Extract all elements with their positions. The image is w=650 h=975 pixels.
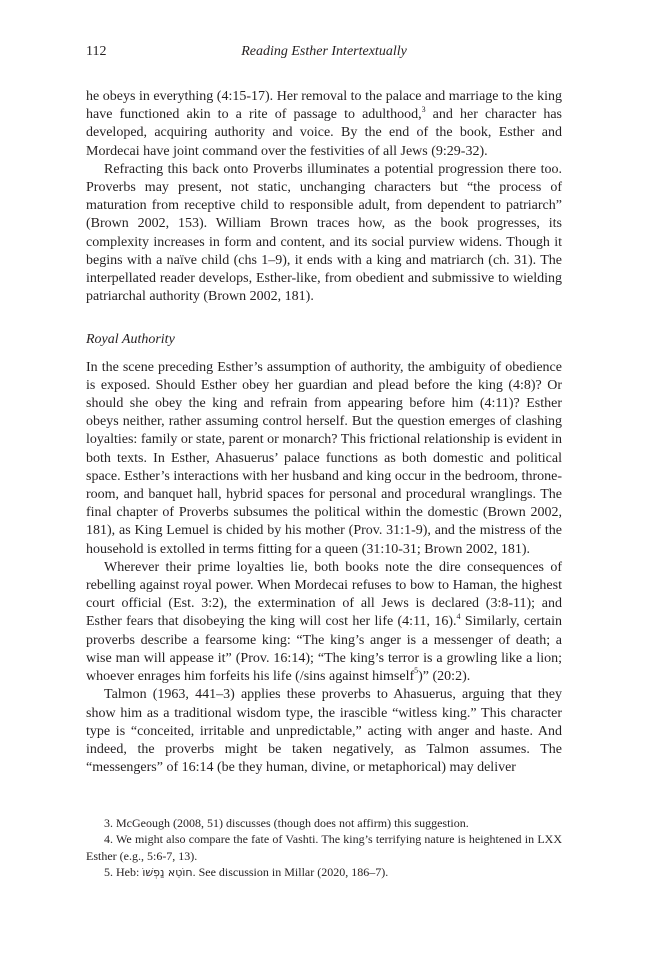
paragraph-4: Wherever their prime loyalties lie, both books note the dire consequences of rebelling against royal power. When Mordecai refuses to bow to Haman, the highest court official (Est. 3:2), the extermination of all Jews is declared (3:8-11); and Esther fears that disobeying the king will cost her life (4:11, 16).$^4$ Similarly, certain proverbs describe a fearsome king: “The king’s anger is a messenger of death; a wise man will appease it” (Prov. 16:14); “The king’s terror is a growling like a lion; whoever enrages him forfeits his life (/sins against himself$^5$)” (20:2). — [86, 559, 562, 685]
paragraph-2: Refracting this back onto Proverbs illuminates a potential progression there too. Proverbs may present, not static, unchanging characters but “the process of maturation from receptive child to responsible adult, from dependent to patriarch” (Brown 2002, 153). William Brown traces how, as the book progresses, its complexity increases in form and content, and its social purview widens. Though it begins with a naïve child (chs 1–9), it ends with a king and matriarch (ch. 31). The interpellated reader develops, Esther-like, from obedient and submissive to wielding patriarchal authority (Brown 2002, 181). — [86, 161, 562, 305]
paragraph-5: Talmon (1963, 441–3) applies these proverbs to Ahasuerus, arguing that they show him as a traditional wisdom type, the irascible “witless king.” This character type is “conceited, irritable and unpredictable,” acting with anger and haste. And indeed, the proverbs might be taken negatively, as Talmon assumes. The “messengers” of 16:14 (be they human, divine, or metaphorical) may deliver — [86, 687, 562, 776]
footnotes — [86, 815, 562, 881]
paragraph-3: In the scene preceding Esther’s assumption of authority, the ambiguity of obedience is exposed. Should Esther obey her guardian and plead before the king (4:8)? Or should she obey the king and refrain from appearing before him (4:11)? Esther obeys neither, rather assuming control herself. But the question emerges of clashing loyalties: family or state, parent or monarch? This frictional relationship is evident in both texts. In Esther, Ahasuerus’ palace functions as both domestic and political space. Esther’s interactions with her husband and king occur in the bedroom, throne-room, and banquet hall, hybrid spaces for personal and procedural wranglings. The final chapter of Proverbs subsumes the political within the domestic (Brown 2002, 181), as King Lemuel is chided by his mother (Prov. 31:1-9), and the mistress of the household is extolled in terms fitting for a queen (31:10-31; Brown 2002, 181). — [86, 359, 562, 557]
section-heading: Royal Authority — [86, 332, 175, 348]
footnote-ref-5: 5 — [414, 666, 419, 676]
page-number: 112 — [86, 44, 107, 59]
footnote-4: 4. We might also compare the fate of Vashti. The king’s terrifying nature is heightened in LXX Esther (e.g., 5:6-7, 13). — [86, 832, 562, 863]
hebrew-phrase: חוֹטֵא נַפְשׁוֹ — [142, 865, 193, 879]
running-title: Reading Esther Intertextually — [241, 44, 407, 59]
running-header — [86, 44, 562, 64]
footnote-ref-3: 3 — [421, 104, 426, 114]
footnote-3: 3. McGeough (2008, 51) discusses (though does not affirm) this suggestion. — [104, 816, 469, 830]
body-text — [86, 88, 562, 777]
footnote-ref-4: 4 — [456, 611, 461, 621]
paragraph-1: he obeys in everything (4:15-17). Her removal to the palace and marriage to the king have functioned akin to a rite of passage to adulthood,$^3$ and her character has developed, acquiring authority and voice. By the end of the book, Esther and Mordecai have joint command over the festivities of all Jews (9:29-32). — [86, 89, 562, 159]
footnote-5: 5. Heb: חוֹטֵא נַפְשׁוֹ. See discussion in Millar (2020, 186–7). — [104, 864, 389, 879]
